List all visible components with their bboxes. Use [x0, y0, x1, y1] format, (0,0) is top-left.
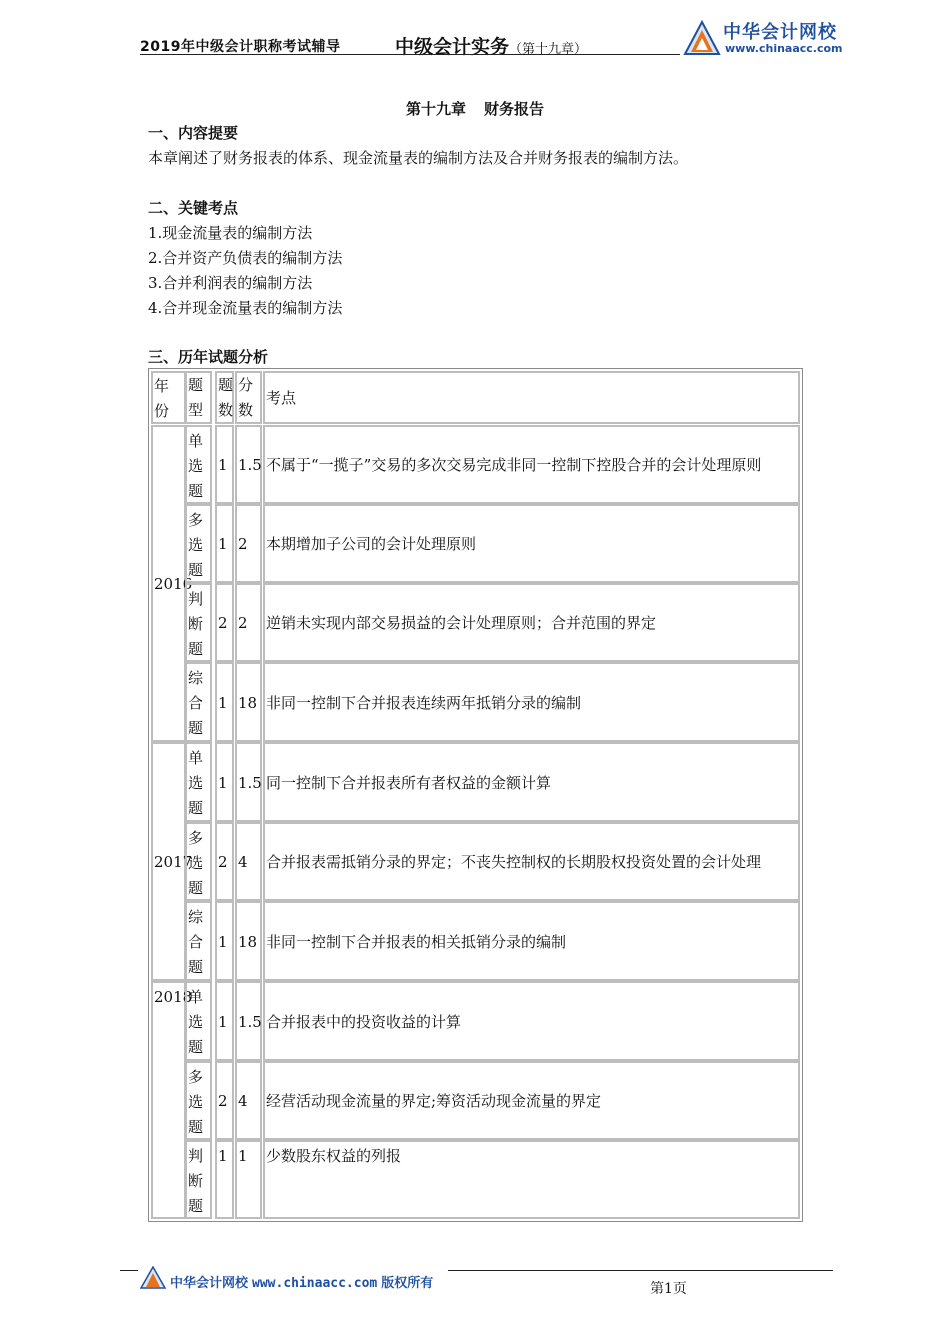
header-exam-title: 2019年中级会计职称考试辅导 — [140, 39, 341, 55]
footer-logo-icon — [140, 1266, 166, 1290]
row-point: 不属于“一揽子”交易的多次交易完成非同一控制下控股合并的会计处理原则 — [263, 425, 800, 504]
row-score: 18 — [235, 662, 262, 742]
keypoint-item: 1.现金流量表的编制方法 — [148, 224, 313, 242]
header-rule — [140, 54, 680, 55]
header-subject-title: 中级会计实务 — [395, 36, 510, 58]
section-keypoints-heading: 二、关键考点 — [148, 199, 239, 217]
th-type: 题型 — [185, 371, 212, 424]
row-score: 2 — [235, 504, 262, 583]
row-score: 1 — [235, 1140, 262, 1219]
row-point: 少数股东权益的列报 — [263, 1140, 800, 1219]
row-type: 单选题 — [185, 981, 212, 1061]
row-score: 1.5 — [235, 425, 262, 504]
chapter-title — [0, 98, 950, 119]
logo-mark-icon — [683, 20, 721, 58]
footer-brand: 中华会计网校 — [170, 1276, 249, 1291]
th-year: 年份 — [151, 371, 186, 424]
row-point: 经营活动现金流量的界定;筹资活动现金流量的界定 — [263, 1061, 800, 1140]
th-point: 考点 — [263, 371, 800, 424]
row-point: 非同一控制下合并报表的相关抵销分录的编制 — [263, 901, 800, 981]
year-cell: 2018 — [151, 981, 186, 1219]
footer-url: www.chinaacc.com — [252, 1276, 378, 1291]
row-score: 1.5 — [235, 742, 262, 822]
row-point: 合并报表中的投资收益的计算 — [263, 981, 800, 1061]
th-score: 分数 — [235, 371, 262, 424]
keypoint-item: 3.合并利润表的编制方法 — [148, 274, 313, 292]
chapter-number: 第十九章 — [405, 100, 466, 118]
row-score: 18 — [235, 901, 262, 981]
row-type: 综合题 — [185, 662, 212, 742]
keypoint-item: 2.合并资产负债表的编制方法 — [148, 249, 343, 267]
row-count: 2 — [215, 583, 234, 662]
row-point: 同一控制下合并报表所有者权益的金额计算 — [263, 742, 800, 822]
section-analysis-heading: 三、历年试题分析 — [148, 348, 269, 366]
row-point: 逆销未实现内部交易损益的会计处理原则；合并范围的界定 — [263, 583, 800, 662]
row-count: 1 — [215, 742, 234, 822]
header-chapter-note: （第十九章） — [509, 42, 588, 57]
footer-rule-right — [448, 1270, 833, 1271]
row-count: 1 — [215, 981, 234, 1061]
footer-rule-left — [120, 1270, 138, 1271]
row-count: 1 — [215, 1140, 234, 1219]
header-logo — [683, 18, 843, 60]
row-type: 判断题 — [185, 583, 212, 662]
row-type: 综合题 — [185, 901, 212, 981]
row-type: 多选题 — [185, 504, 212, 583]
section-summary-heading: 一、内容提要 — [148, 124, 239, 142]
row-type: 单选题 — [185, 425, 212, 504]
keypoint-item: 4.合并现金流量表的编制方法 — [148, 299, 343, 317]
row-count: 2 — [215, 822, 234, 901]
year-cell: 2017 — [151, 742, 186, 981]
footer-copyright — [170, 1272, 433, 1291]
row-count: 1 — [215, 901, 234, 981]
row-point: 非同一控制下合并报表连续两年抵销分录的编制 — [263, 662, 800, 742]
row-type: 多选题 — [185, 1061, 212, 1140]
row-type: 多选题 — [185, 822, 212, 901]
page-number: 第1页 — [650, 1281, 687, 1297]
row-score: 2 — [235, 583, 262, 662]
row-count: 1 — [215, 504, 234, 583]
row-point: 合并报表需抵销分录的界定；不丧失控制权的长期股权投资处置的会计处理 — [263, 822, 800, 901]
row-point: 本期增加子公司的会计处理原则 — [263, 504, 800, 583]
row-count: 1 — [215, 425, 234, 504]
logo-brand: 中华会计网校 — [723, 22, 837, 43]
row-type: 判断题 — [185, 1140, 212, 1219]
row-count: 2 — [215, 1061, 234, 1140]
row-score: 1.5 — [235, 981, 262, 1061]
year-cell: 2016 — [151, 425, 186, 742]
th-count: 题数 — [215, 371, 234, 424]
row-type: 单选题 — [185, 742, 212, 822]
chapter-name: 财务报告 — [484, 100, 545, 118]
row-score: 4 — [235, 822, 262, 901]
row-count: 1 — [215, 662, 234, 742]
section-summary-text: 本章阐述了财务报表的体系、现金流量表的编制方法及合并财务报表的编制方法。 — [148, 149, 689, 167]
row-score: 4 — [235, 1061, 262, 1140]
exam-analysis-table — [148, 368, 803, 1222]
logo-url: www.chinaacc.com — [725, 42, 843, 55]
footer-rights: 版权所有 — [381, 1276, 434, 1291]
